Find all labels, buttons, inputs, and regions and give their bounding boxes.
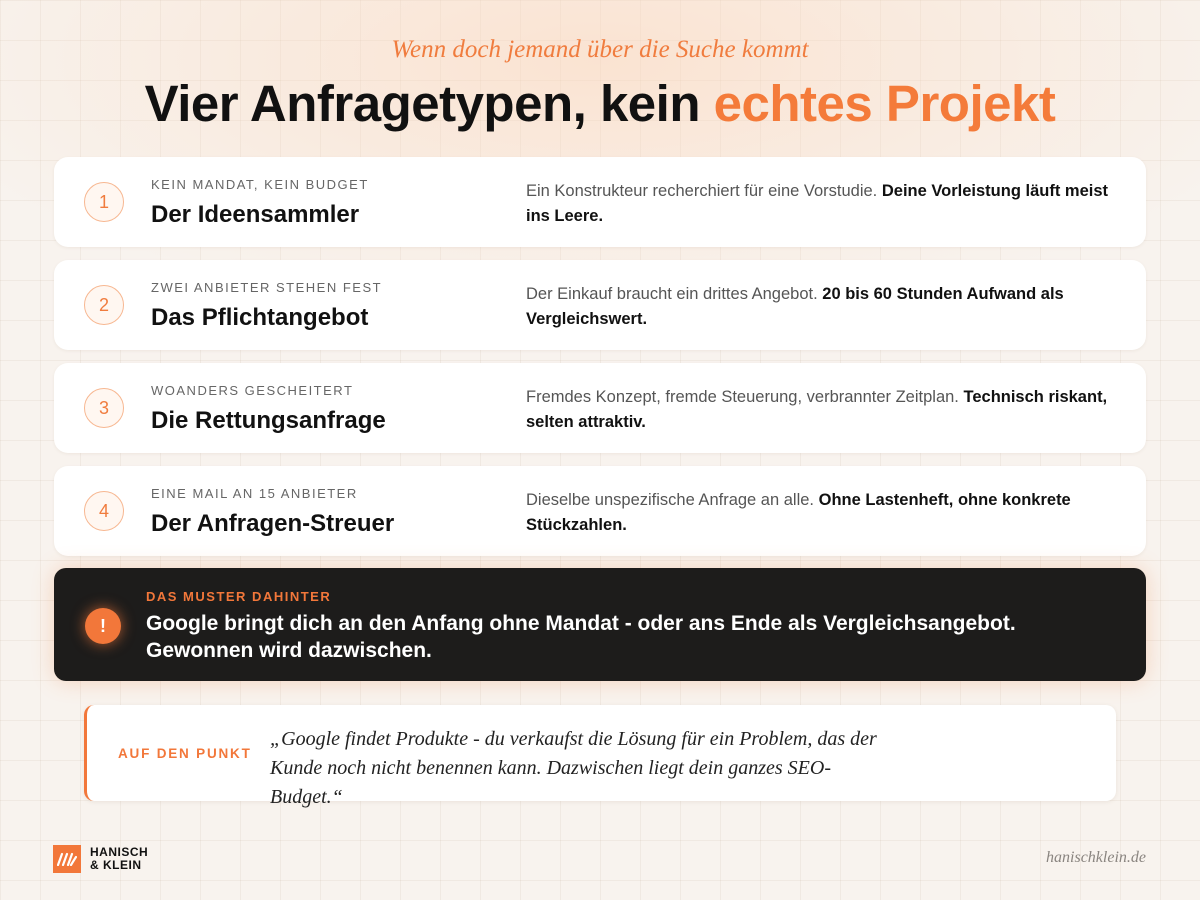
card-label: EINE MAIL AN 15 ANBIETER [151,486,358,501]
quote-text: „Google findet Produkte - du verkaufst die Lösung für ein Problem, das der Kunde noch nicht benennen kann. Dazwischen liegt dein ganzes SEO-Budget.“ [270,728,877,808]
number-badge: 4 [84,491,124,531]
desc-plain: Dieselbe unspezifische Anfrage an alle. [526,491,819,509]
number-badge: 1 [84,182,124,222]
page-title [0,74,1200,133]
brand-line-1: HANISCH [90,845,149,859]
exclamation-icon: ! [85,608,121,644]
card-description [526,488,1126,538]
desc-plain: Ein Konstrukteur recherchiert für eine Vorstudie. [526,182,882,200]
quote-label: AUF DEN PUNKT [118,746,252,761]
desc-bold: Ohne Lastenheft, ohne konkrete Stückzahlen. [526,491,1071,534]
card-heading: Der Anfragen-Streuer [151,510,395,537]
card-description [526,385,1126,435]
pattern-label: DAS MUSTER DAHINTER [146,589,332,604]
brand-logo [53,845,180,873]
desc-bold: Deine Vorleistung läuft meist ins Leere. [526,182,1109,225]
request-type-card-2 [54,260,1146,350]
desc-bold: Technisch riskant, selten attraktiv. [526,388,1108,431]
request-type-card-1 [54,157,1146,247]
kicker-subtitle: Wenn doch jemand über die Suche kommt [391,36,809,63]
card-label: WOANDERS GESCHEITERT [151,383,354,398]
desc-plain: Fremdes Konzept, fremde Steuerung, verbrannter Zeitplan. [526,388,964,406]
desc-bold: 20 bis 60 Stunden Aufwand als Vergleichswert. [526,285,1064,328]
title-accent: echtes Projekt [713,75,1056,132]
card-heading: Die Rettungsanfrage [151,407,386,434]
desc-plain: Der Einkauf braucht ein drittes Angebot. [526,285,823,303]
title-main: Vier Anfragetypen, kein [144,75,714,132]
number-badge: 3 [84,388,124,428]
quote-box [84,705,1116,808]
card-label: KEIN MANDAT, KEIN BUDGET [151,177,369,192]
card-heading: Der Ideensammler [151,201,360,228]
brand-name [90,846,180,872]
logo-mark-icon [53,845,81,873]
request-type-card-4 [54,466,1146,556]
number-badge: 2 [84,285,124,325]
card-label: ZWEI ANBIETER STEHEN FEST [151,280,383,295]
card-heading: Das Pflichtangebot [151,304,369,331]
pattern-text: Google bringt dich an den Anfang ohne Mandat - oder ans Ende als Vergleichsangebot. Gewonnen wird dazwischen. [146,612,1016,662]
website-link[interactable]: hanischklein.de [1046,849,1146,866]
card-description [526,282,1126,332]
pattern-callout [54,568,1146,681]
card-description [526,179,1126,229]
brand-line-2: & KLEIN [90,858,142,872]
request-type-card-3 [54,363,1146,453]
